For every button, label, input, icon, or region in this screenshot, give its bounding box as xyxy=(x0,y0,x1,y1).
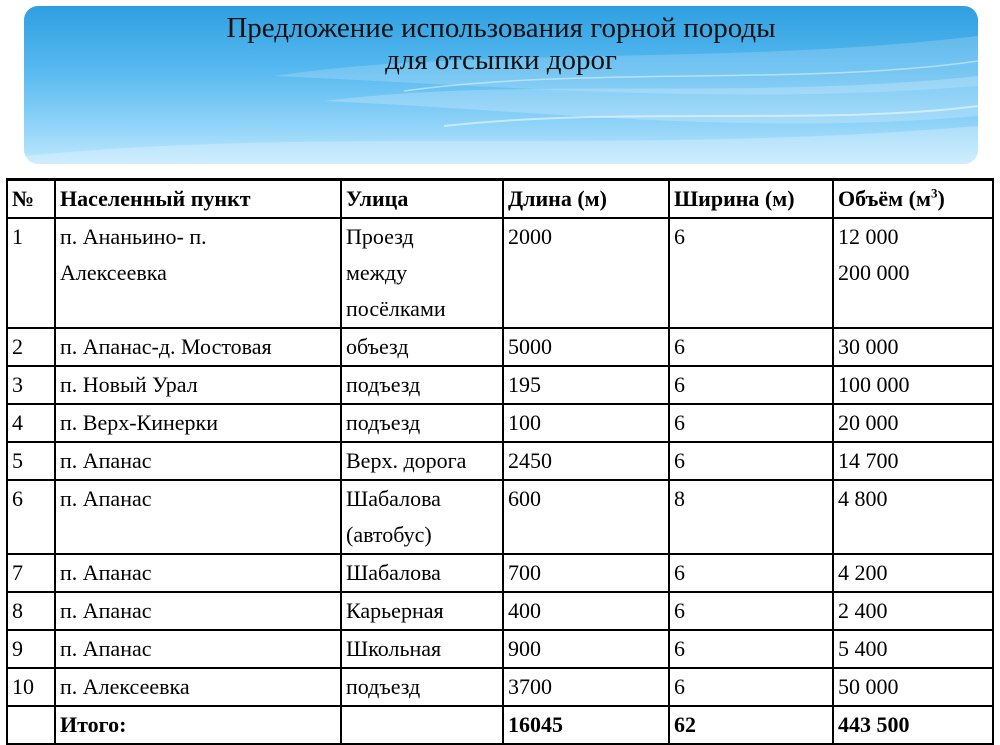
cell-length: 3700 xyxy=(503,668,669,706)
cell-settlement-line: п. Апанас xyxy=(60,598,152,623)
cell-street xyxy=(341,592,503,630)
cell-num: 9 xyxy=(7,630,55,668)
cell-settlement-line: п. Ананьино- п. xyxy=(60,224,207,249)
cell-length: 400 xyxy=(503,592,669,630)
table-total-row xyxy=(7,706,993,744)
title-line-1: Предложение использования горной породы xyxy=(226,12,776,44)
cell-settlement xyxy=(55,218,341,328)
cell-settlement-line: п. Апанас xyxy=(60,448,152,473)
cell-volume-line: 50 000 xyxy=(838,674,899,699)
cell-length: 195 xyxy=(503,366,669,404)
cell-settlement xyxy=(55,554,341,592)
cell-volume xyxy=(833,442,993,480)
cell-settlement xyxy=(55,592,341,630)
cell-volume-line: 5 400 xyxy=(838,636,888,661)
cell-num: 2 xyxy=(7,328,55,366)
cell-volume-line: 12 000 xyxy=(838,224,899,249)
cell-width: 6 xyxy=(669,592,833,630)
total-street xyxy=(341,706,503,744)
cell-street-line: Верх. дорога xyxy=(346,448,467,473)
cell-street-line: Шабалова xyxy=(346,486,441,511)
cell-street-line: посёлками xyxy=(346,296,446,321)
cell-volume xyxy=(833,554,993,592)
header-settlement: Населенный пункт xyxy=(55,180,341,219)
cell-settlement-line: п. Новый Урал xyxy=(60,372,198,397)
table-row xyxy=(7,480,993,554)
table-row xyxy=(7,668,993,706)
cell-num: 8 xyxy=(7,592,55,630)
cell-volume-line: 2 400 xyxy=(838,598,888,623)
cell-street xyxy=(341,366,503,404)
table-row xyxy=(7,366,993,404)
cell-width: 6 xyxy=(669,404,833,442)
cell-width: 6 xyxy=(669,442,833,480)
cell-volume xyxy=(833,366,993,404)
cell-volume-line: 4 200 xyxy=(838,560,888,585)
cell-width: 6 xyxy=(669,554,833,592)
total-num xyxy=(7,706,55,744)
cell-settlement xyxy=(55,404,341,442)
cell-volume xyxy=(833,592,993,630)
cell-street xyxy=(341,554,503,592)
cell-width: 6 xyxy=(669,328,833,366)
cell-volume xyxy=(833,668,993,706)
cell-settlement xyxy=(55,366,341,404)
roads-table xyxy=(6,178,994,745)
cell-settlement xyxy=(55,442,341,480)
cell-settlement-line: п. Алексеевка xyxy=(60,674,190,699)
table-row xyxy=(7,442,993,480)
cell-street xyxy=(341,404,503,442)
title-banner xyxy=(24,6,978,164)
table-row xyxy=(7,554,993,592)
cell-settlement xyxy=(55,480,341,554)
cell-street-line: между xyxy=(346,260,408,285)
total-width: 62 xyxy=(669,706,833,744)
header-volume-close: ) xyxy=(937,186,945,211)
cell-settlement-line: п. Апанас-д. Мостовая xyxy=(60,334,272,359)
cell-num: 5 xyxy=(7,442,55,480)
cell-street xyxy=(341,668,503,706)
cell-street-line: (автобус) xyxy=(346,522,432,547)
table-body xyxy=(7,218,993,706)
cell-street xyxy=(341,442,503,480)
cell-settlement-line: п. Апанас xyxy=(60,486,152,511)
cell-num: 1 xyxy=(7,218,55,328)
cell-volume xyxy=(833,404,993,442)
title-line-2: для отсыпки дорог xyxy=(385,44,617,76)
cell-width: 6 xyxy=(669,668,833,706)
cell-volume-line: 20 000 xyxy=(838,410,899,435)
cell-volume xyxy=(833,328,993,366)
cell-width: 8 xyxy=(669,480,833,554)
total-label: Итого: xyxy=(55,706,341,744)
cell-volume-line: 30 000 xyxy=(838,334,899,359)
cell-width: 6 xyxy=(669,218,833,328)
cell-width: 6 xyxy=(669,630,833,668)
cell-street-line: Карьерная xyxy=(346,598,444,623)
cell-num: 3 xyxy=(7,366,55,404)
header-street: Улица xyxy=(341,180,503,219)
cell-num: 10 xyxy=(7,668,55,706)
header-volume-text: Объём (м xyxy=(838,186,931,211)
cell-settlement xyxy=(55,630,341,668)
cell-settlement xyxy=(55,328,341,366)
header-length: Длина (м) xyxy=(503,180,669,219)
table-row xyxy=(7,630,993,668)
table-row xyxy=(7,328,993,366)
cell-street-line: Школьная xyxy=(346,636,442,661)
cell-volume xyxy=(833,218,993,328)
cell-volume xyxy=(833,480,993,554)
cell-length: 5000 xyxy=(503,328,669,366)
cell-street xyxy=(341,218,503,328)
cell-volume xyxy=(833,630,993,668)
header-num: № xyxy=(7,180,55,219)
header-volume-superscript: 3 xyxy=(930,185,938,201)
cell-settlement-line: Алексеевка xyxy=(60,260,167,285)
cell-volume-line: 4 800 xyxy=(838,486,888,511)
table-row xyxy=(7,404,993,442)
cell-street-line: подъезд xyxy=(346,674,421,699)
cell-settlement-line: п. Верх-Кинерки xyxy=(60,410,218,435)
cell-street-line: Шабалова xyxy=(346,560,441,585)
table-header-row xyxy=(7,180,993,219)
cell-street xyxy=(341,328,503,366)
total-volume: 443 500 xyxy=(833,706,993,744)
cell-street-line: объезд xyxy=(346,334,409,359)
table-row xyxy=(7,592,993,630)
cell-num: 4 xyxy=(7,404,55,442)
cell-length: 2450 xyxy=(503,442,669,480)
cell-street xyxy=(341,480,503,554)
total-length: 16045 xyxy=(503,706,669,744)
cell-width: 6 xyxy=(669,366,833,404)
cell-length: 900 xyxy=(503,630,669,668)
cell-length: 700 xyxy=(503,554,669,592)
cell-volume-line: 100 000 xyxy=(838,372,910,397)
cell-settlement-line: п. Апанас xyxy=(60,636,152,661)
header-width: Ширина (м) xyxy=(669,180,833,219)
header-volume xyxy=(833,180,993,219)
cell-street-line: подъезд xyxy=(346,410,421,435)
page-title xyxy=(24,12,978,76)
cell-settlement xyxy=(55,668,341,706)
cell-length: 100 xyxy=(503,404,669,442)
cell-length: 600 xyxy=(503,480,669,554)
cell-length: 2000 xyxy=(503,218,669,328)
cell-num: 7 xyxy=(7,554,55,592)
cell-street-line: Проезд xyxy=(346,224,414,249)
cell-street xyxy=(341,630,503,668)
cell-settlement-line: п. Апанас xyxy=(60,560,152,585)
table-row xyxy=(7,218,993,328)
cell-volume-line: 200 000 xyxy=(838,260,910,285)
cell-street-line: подъезд xyxy=(346,372,421,397)
cell-volume-line: 14 700 xyxy=(838,448,899,473)
cell-num: 6 xyxy=(7,480,55,554)
